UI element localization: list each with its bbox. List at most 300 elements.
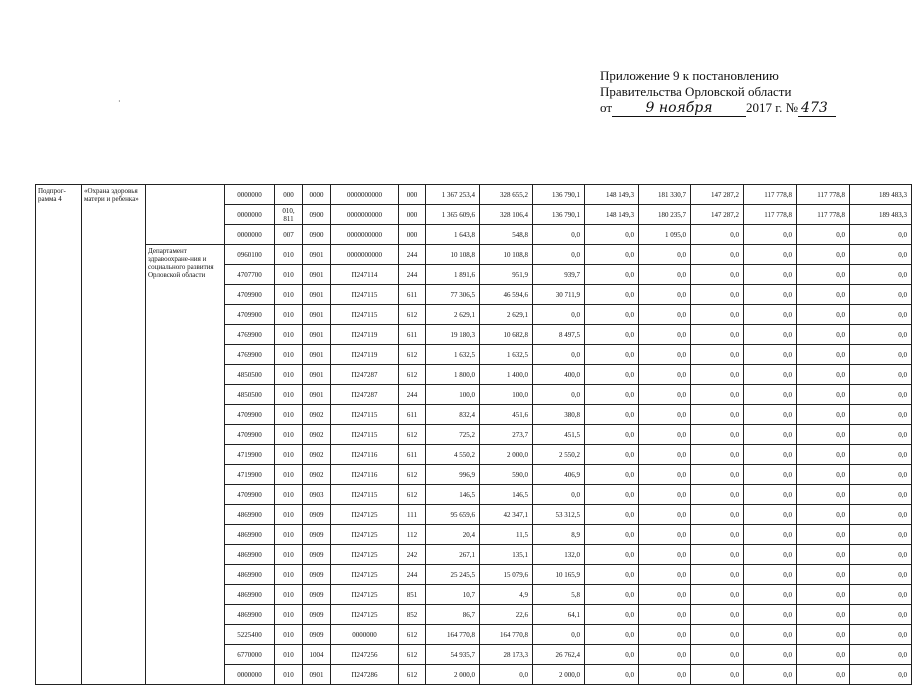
cell: 117 778,8: [744, 185, 797, 205]
cell: 4869900: [225, 585, 275, 605]
cell: П247115: [331, 285, 399, 305]
cell: 4709900: [225, 485, 275, 505]
cell: 010: [275, 405, 303, 425]
table-row: [36, 245, 912, 265]
cell: 0,0: [585, 525, 639, 545]
cell: 244: [399, 265, 426, 285]
cell: 0,0: [639, 305, 691, 325]
cell: 1 400,0: [480, 365, 533, 385]
cell: 010: [275, 305, 303, 325]
cell: 0909: [303, 525, 331, 545]
cell: 0,0: [639, 385, 691, 405]
cell: П247116: [331, 445, 399, 465]
cell: 0,0: [744, 665, 797, 685]
cell: 0,0: [585, 265, 639, 285]
cell: 1 643,8: [426, 225, 480, 245]
cell: 0000: [303, 185, 331, 205]
cell: 010: [275, 265, 303, 285]
cell: 0,0: [691, 345, 744, 365]
cell: 0,0: [585, 385, 639, 405]
cell: П247115: [331, 425, 399, 445]
cell: 0,0: [744, 425, 797, 445]
cell: П247116: [331, 465, 399, 485]
cell: 0,0: [585, 665, 639, 685]
document-header: [600, 68, 880, 117]
cell: 590,0: [480, 465, 533, 485]
cell: 010, 811: [275, 205, 303, 225]
cell: 0,0: [850, 545, 912, 565]
cell: 725,2: [426, 425, 480, 445]
cell: 0,0: [691, 325, 744, 345]
cell: 4850500: [225, 385, 275, 405]
cell: 0,0: [850, 405, 912, 425]
cell: 0,0: [639, 525, 691, 545]
cell: 612: [399, 365, 426, 385]
cell: 5225400: [225, 625, 275, 645]
cell: 0,0: [585, 225, 639, 245]
cell: 0,0: [691, 425, 744, 445]
cell: 4869900: [225, 545, 275, 565]
cell: 0,0: [850, 345, 912, 365]
cell: 0,0: [744, 385, 797, 405]
cell: 0,0: [639, 605, 691, 625]
cell: 0,0: [585, 285, 639, 305]
cell: 4869900: [225, 505, 275, 525]
cell: 0960100: [225, 245, 275, 265]
cell: 0,0: [585, 325, 639, 345]
cell: 4709900: [225, 285, 275, 305]
cell: 010: [275, 645, 303, 665]
cell: 451,5: [533, 425, 585, 445]
cell: 0,0: [639, 425, 691, 445]
cell: 10,7: [426, 585, 480, 605]
cell: 95 659,6: [426, 505, 480, 525]
cell: 0,0: [797, 545, 850, 565]
cell: П247125: [331, 565, 399, 585]
cell: 117 778,8: [797, 185, 850, 205]
cell: 20,4: [426, 525, 480, 545]
cell: 0901: [303, 385, 331, 405]
cell: 4709900: [225, 405, 275, 425]
cell: 0,0: [850, 665, 912, 685]
cell: 147 287,2: [691, 185, 744, 205]
cell: 0,0: [691, 265, 744, 285]
cell: 0,0: [585, 625, 639, 645]
cell: 10 108,8: [480, 245, 533, 265]
cell: П247119: [331, 345, 399, 365]
cell: 0902: [303, 465, 331, 485]
cell: 4709900: [225, 305, 275, 325]
cell: П247125: [331, 545, 399, 565]
cell: 242: [399, 545, 426, 565]
cell: 19 180,3: [426, 325, 480, 345]
cell: 0,0: [691, 305, 744, 325]
cell: 0,0: [639, 265, 691, 285]
cell: 2 629,1: [480, 305, 533, 325]
cell: 010: [275, 665, 303, 685]
cell: 007: [275, 225, 303, 245]
cell: 164 770,8: [480, 625, 533, 645]
cell: 0,0: [744, 245, 797, 265]
cell: 0,0: [691, 645, 744, 665]
cell: 146,5: [426, 485, 480, 505]
cell: 4709900: [225, 425, 275, 445]
cell: 1 632,5: [480, 345, 533, 365]
cell: 0903: [303, 485, 331, 505]
cell: 010: [275, 245, 303, 265]
cell: 951,9: [480, 265, 533, 285]
cell: 0,0: [797, 565, 850, 585]
cell: 2 000,0: [480, 445, 533, 465]
cell: 0,0: [639, 285, 691, 305]
cell: 0,0: [691, 545, 744, 565]
cell: 0000000000: [331, 225, 399, 245]
cell: 1 800,0: [426, 365, 480, 385]
cell: 244: [399, 565, 426, 585]
cell: 0,0: [533, 245, 585, 265]
cell: 612: [399, 465, 426, 485]
cell: 611: [399, 285, 426, 305]
cell: 0,0: [850, 245, 912, 265]
cell: 000: [399, 185, 426, 205]
cell: 0000000: [225, 185, 275, 205]
cell: 010: [275, 365, 303, 385]
cell: 010: [275, 585, 303, 605]
cell: 0,0: [691, 485, 744, 505]
cell: 0,0: [850, 225, 912, 245]
cell: 181 330,7: [639, 185, 691, 205]
cell: 0,0: [691, 665, 744, 685]
cell: 0,0: [744, 285, 797, 305]
cell: 0,0: [639, 465, 691, 485]
cell: 0902: [303, 425, 331, 445]
cell: 010: [275, 445, 303, 465]
cell: 0,0: [585, 365, 639, 385]
cell: 180 235,7: [639, 205, 691, 225]
cell: 0,0: [744, 465, 797, 485]
cell: 0,0: [639, 405, 691, 425]
cell: 0,0: [480, 665, 533, 685]
cell: 0,0: [691, 225, 744, 245]
cell: 0000000: [225, 225, 275, 245]
cell: 548,8: [480, 225, 533, 245]
cell: 0,0: [850, 285, 912, 305]
cell: 0,0: [850, 625, 912, 645]
cell: 0900: [303, 225, 331, 245]
cell: 0,0: [691, 245, 744, 265]
cell: 612: [399, 305, 426, 325]
cell: 0,0: [797, 625, 850, 645]
cell: 8,9: [533, 525, 585, 545]
cell: 148 149,3: [585, 205, 639, 225]
cell: 0,0: [850, 465, 912, 485]
cell: 0,0: [850, 485, 912, 505]
cell: 0,0: [797, 245, 850, 265]
cell: 2 000,0: [533, 665, 585, 685]
date-number-line: [600, 100, 880, 117]
cell: 0,0: [639, 625, 691, 645]
cell: 612: [399, 485, 426, 505]
cell: 0901: [303, 285, 331, 305]
cell: 0,0: [585, 345, 639, 365]
cell: 380,8: [533, 405, 585, 425]
cell: 1 367 253,4: [426, 185, 480, 205]
cell: 8 497,5: [533, 325, 585, 345]
from-label: от: [600, 100, 613, 115]
cell: 1 891,6: [426, 265, 480, 285]
cell: 0,0: [639, 345, 691, 365]
cell: 0901: [303, 345, 331, 365]
cell: 77 306,5: [426, 285, 480, 305]
cell: 0,0: [744, 565, 797, 585]
cell: П247115: [331, 405, 399, 425]
cell: 0,0: [639, 665, 691, 685]
cell: 4850500: [225, 365, 275, 385]
cell: 26 762,4: [533, 645, 585, 665]
cell: 4,9: [480, 585, 533, 605]
cell: П247125: [331, 505, 399, 525]
cell: 64,1: [533, 605, 585, 625]
cell: 0,0: [744, 645, 797, 665]
cell: 4869900: [225, 605, 275, 625]
cell: 0,0: [797, 325, 850, 345]
cell: 0,0: [744, 605, 797, 625]
cell: 0,0: [533, 305, 585, 325]
cell: 0,0: [691, 585, 744, 605]
cell: 0,0: [797, 665, 850, 685]
cell: 0,0: [639, 645, 691, 665]
cell: 164 770,8: [426, 625, 480, 645]
cell: П247125: [331, 585, 399, 605]
cell: 0,0: [797, 425, 850, 445]
cell: 0,0: [691, 465, 744, 485]
department-cell: Департамент здравоохране-ния и социального развития Орловской области: [146, 245, 225, 685]
cell: 996,9: [426, 465, 480, 485]
cell: 244: [399, 245, 426, 265]
cell: 136 790,1: [533, 205, 585, 225]
cell: 010: [275, 385, 303, 405]
cell: 86,7: [426, 605, 480, 625]
cell: 612: [399, 665, 426, 685]
cell: 0902: [303, 405, 331, 425]
cell: 0,0: [797, 505, 850, 525]
cell: 0,0: [639, 505, 691, 525]
cell: 100,0: [426, 385, 480, 405]
cell: П247287: [331, 385, 399, 405]
cell: 0,0: [797, 345, 850, 365]
cell: 25 245,5: [426, 565, 480, 585]
cell: 0,0: [850, 585, 912, 605]
cell: 5,8: [533, 585, 585, 605]
cell: 54 935,7: [426, 645, 480, 665]
cell: 0901: [303, 365, 331, 385]
cell: 0,0: [797, 485, 850, 505]
cell: 1 632,5: [426, 345, 480, 365]
cell: 0,0: [744, 445, 797, 465]
cell: 0,0: [797, 585, 850, 605]
cell: 4719900: [225, 465, 275, 485]
cell: 010: [275, 525, 303, 545]
cell: 000: [399, 205, 426, 225]
cell: 612: [399, 625, 426, 645]
cell: 451,6: [480, 405, 533, 425]
cell: 010: [275, 565, 303, 585]
cell: 0,0: [850, 605, 912, 625]
cell: 1 365 609,6: [426, 205, 480, 225]
cell: 136 790,1: [533, 185, 585, 205]
cell: 10 682,8: [480, 325, 533, 345]
cell: 1 095,0: [639, 225, 691, 245]
cell: 0,0: [691, 285, 744, 305]
cell: 0,0: [744, 305, 797, 325]
appendix-title: Приложение 9 к постановлению: [600, 68, 779, 83]
cell: 0,0: [691, 405, 744, 425]
cell: 0,0: [797, 605, 850, 625]
cell: 147 287,2: [691, 205, 744, 225]
cell: 0,0: [797, 385, 850, 405]
cell: 0,0: [850, 445, 912, 465]
cell: 273,7: [480, 425, 533, 445]
cell: 0,0: [744, 325, 797, 345]
cell: 111: [399, 505, 426, 525]
stray-mark: ·: [118, 97, 121, 106]
cell: 10 165,9: [533, 565, 585, 585]
cell: 0,0: [691, 505, 744, 525]
cell: 0902: [303, 445, 331, 465]
cell: 0,0: [744, 405, 797, 425]
cell: 1004: [303, 645, 331, 665]
cell: 0,0: [797, 445, 850, 465]
cell: 0,0: [850, 325, 912, 345]
handwritten-number: 473: [798, 100, 836, 117]
cell: 0909: [303, 605, 331, 625]
cell: 0,0: [585, 445, 639, 465]
cell: П247115: [331, 305, 399, 325]
cell: 28 173,3: [480, 645, 533, 665]
cell: 0,0: [691, 605, 744, 625]
cell: 010: [275, 325, 303, 345]
cell: 0,0: [797, 265, 850, 285]
cell: 189 483,3: [850, 185, 912, 205]
cell: 0,0: [691, 385, 744, 405]
cell: 0,0: [797, 465, 850, 485]
cell: 42 347,1: [480, 505, 533, 525]
cell: 0,0: [850, 265, 912, 285]
cell: П247287: [331, 365, 399, 385]
cell: 4 550,2: [426, 445, 480, 465]
cell: 010: [275, 505, 303, 525]
cell: 135,1: [480, 545, 533, 565]
cell: 0,0: [639, 485, 691, 505]
cell: 0,0: [691, 625, 744, 645]
cell: 0,0: [850, 305, 912, 325]
cell: 0909: [303, 565, 331, 585]
cell: 0,0: [533, 385, 585, 405]
cell: 11,5: [480, 525, 533, 545]
cell: 189 483,3: [850, 205, 912, 225]
cell: 0000000000: [331, 185, 399, 205]
cell: 100,0: [480, 385, 533, 405]
cell: 612: [399, 345, 426, 365]
government-line: Правительства Орловской области: [600, 84, 792, 99]
cell: 0,0: [585, 585, 639, 605]
cell: 0,0: [744, 505, 797, 525]
cell: П247125: [331, 605, 399, 625]
cell: 53 312,5: [533, 505, 585, 525]
cell: 4769900: [225, 345, 275, 365]
cell: 0,0: [585, 605, 639, 625]
cell: 851: [399, 585, 426, 605]
cell: 0909: [303, 625, 331, 645]
cell: 0,0: [850, 565, 912, 585]
cell: 15 079,6: [480, 565, 533, 585]
cell: 267,1: [426, 545, 480, 565]
cell: 010: [275, 545, 303, 565]
cell: 0,0: [797, 365, 850, 385]
cell: П247256: [331, 645, 399, 665]
cell: 611: [399, 325, 426, 345]
cell: 2 000,0: [426, 665, 480, 685]
cell: 0,0: [850, 505, 912, 525]
subprogram-cell: Подпрог-рамма 4: [36, 185, 82, 685]
cell: 0,0: [585, 545, 639, 565]
cell: 0,0: [585, 465, 639, 485]
cell: 0,0: [850, 365, 912, 385]
cell: 0,0: [639, 365, 691, 385]
cell: 000: [399, 225, 426, 245]
cell: 30 711,9: [533, 285, 585, 305]
handwritten-date: 9 ноября: [612, 100, 746, 117]
cell: 0,0: [744, 345, 797, 365]
cell: 0,0: [744, 545, 797, 565]
cell: 0,0: [797, 405, 850, 425]
cell: 0,0: [585, 485, 639, 505]
cell: 4869900: [225, 565, 275, 585]
cell: 0,0: [585, 565, 639, 585]
cell: 0,0: [533, 625, 585, 645]
cell: П247119: [331, 325, 399, 345]
cell: 6770000: [225, 645, 275, 665]
cell: 0900: [303, 205, 331, 225]
cell: 328 106,4: [480, 205, 533, 225]
cell: 0,0: [850, 425, 912, 445]
cell: 612: [399, 425, 426, 445]
cell: 4869900: [225, 525, 275, 545]
cell: 0,0: [585, 645, 639, 665]
cell: 0,0: [744, 485, 797, 505]
cell: 46 594,6: [480, 285, 533, 305]
cell: 22,6: [480, 605, 533, 625]
cell: 244: [399, 385, 426, 405]
cell: 0000000000: [331, 205, 399, 225]
cell: 117 778,8: [744, 205, 797, 225]
cell: 2 629,1: [426, 305, 480, 325]
cell: 4769900: [225, 325, 275, 345]
cell: 4719900: [225, 445, 275, 465]
cell: 0,0: [797, 645, 850, 665]
cell: 0909: [303, 505, 331, 525]
cell: 0,0: [585, 245, 639, 265]
cell: 0,0: [691, 565, 744, 585]
cell: 132,0: [533, 545, 585, 565]
cell: 939,7: [533, 265, 585, 285]
cell: 0,0: [850, 385, 912, 405]
cell: 0,0: [585, 425, 639, 445]
cell: 0,0: [797, 305, 850, 325]
cell: 148 149,3: [585, 185, 639, 205]
cell: 0,0: [797, 225, 850, 245]
cell: П247125: [331, 525, 399, 545]
